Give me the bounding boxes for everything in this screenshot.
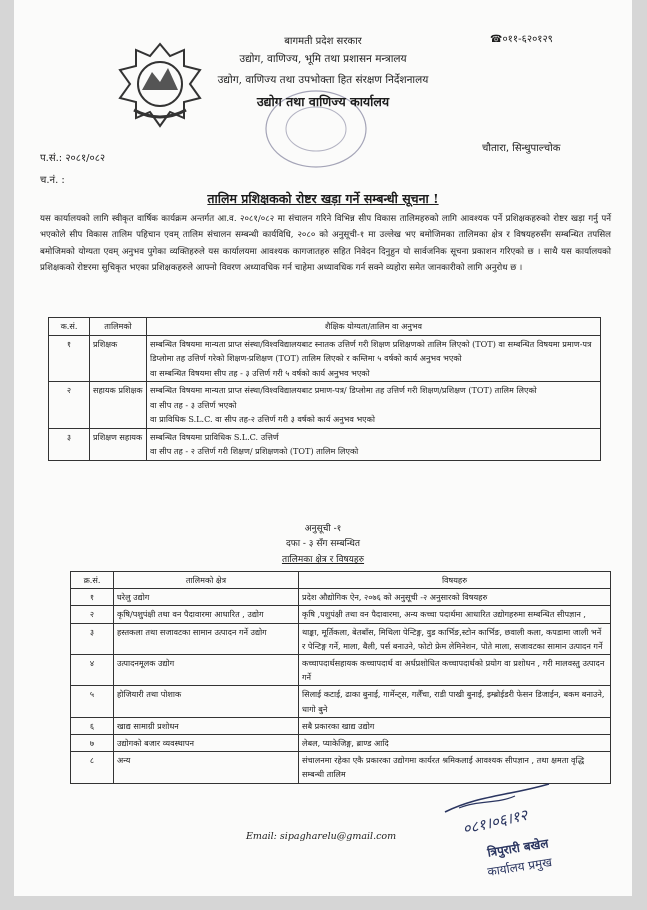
row-number: २ — [49, 382, 90, 429]
row-topics: लेबल, प्याकेजिङ्ग, ब्राण्ड आदि — [299, 735, 611, 752]
qualification-table — [48, 317, 601, 461]
table-row — [71, 623, 611, 654]
row-area: हस्तकला तथा सजावटका सामान उत्पादन गर्ने उद्योग — [114, 623, 299, 654]
row-topics: थाङ्का, मूर्तिकला, बेतबाँस, मिथिला पेन्टिङ्ग, वुड कार्भिङ,स्टोन कार्भिङ, छवाली कला, कपडामा जाली भर्ने र पेन्टिङ्ग गर्ने, माला, बैली, पर्स बनाउने, फोटो फ्रेम लेमिनेशन, पोते माला, सजावटका सामान उत्पादन गर्ने — [299, 623, 611, 654]
header-government: बागमती प्रदेश सरकार — [284, 36, 362, 47]
table-header: तालिमको क्षेत्र — [114, 572, 299, 589]
row-role: प्रशिक्षक — [90, 335, 147, 382]
notice-page — [14, 0, 632, 896]
table-row — [71, 735, 611, 752]
row-area: उत्पादनमूलक उद्योग — [114, 655, 299, 686]
row-number: ३ — [49, 428, 90, 460]
training-areas-table — [70, 571, 611, 784]
row-area: कृषि/पशुपंक्षी तथा वन पैदावारमा आधारित , उद्योग — [114, 606, 299, 623]
signatory-name: त्रिपुरारी बखेल — [486, 836, 550, 860]
qualification-line: सम्बन्धित विषयमा मान्यता प्राप्त संस्था/विश्वविद्यालयबाट स्नातक उत्तिर्ण गरी शिक्षण प्रशिक्षणको तालिम लिएको (TOT) वा सम्बन्धित विषयमा प्रमाण-पत्र — [150, 338, 592, 349]
table-header-row — [71, 572, 611, 589]
table-header: विषयहरु — [299, 572, 611, 589]
header-ministry: उद्योग, वाणिज्य, भूमि तथा प्रशासन मन्त्रालय — [239, 53, 407, 65]
row-number: १ — [49, 335, 90, 382]
table-row — [49, 428, 601, 460]
signatory-title: कार्यालय प्रमुख — [486, 854, 553, 880]
row-area: खाद्य सामाग्री प्रशोधन — [114, 717, 299, 734]
table-row — [49, 335, 601, 382]
row-number: ७ — [71, 735, 114, 752]
row-qualifications — [147, 382, 601, 429]
signature-date: ०८१।०६।१२ — [460, 805, 530, 839]
row-number: ४ — [71, 655, 114, 686]
qualification-line: वा सम्बन्धित विषयमा सीप तह - ३ उत्तिर्ण गरी ५ वर्षको कार्य अनुभव भएको — [150, 367, 370, 378]
row-role: प्रशिक्षण सहायक — [90, 428, 147, 460]
row-number: ५ — [71, 686, 114, 717]
annex-caption: तालिमका क्षेत्र र विषयहरु — [281, 555, 365, 565]
row-number: २ — [71, 606, 114, 623]
row-qualifications — [147, 335, 601, 382]
row-topics: सिलाई कटाई, ढाका बुनाई, गार्मेन्ट्स, गलैँचा, राडी पाखी बुनाई, इम्ब्रोईडरी फेसन डिजाईन, बकम बनाउने, धागो बुने — [299, 686, 611, 717]
table-header: शैक्षिक योग्यता/तालिम वा अनुभव — [147, 318, 601, 336]
row-topics: कृषि ,पशुपंक्षी तथा वन पैदावारमा, अन्य कच्चा पदार्थमा आधारित उद्योगहरुमा सम्बन्धित सीपज्ञान , — [299, 606, 611, 623]
table-header: क.सं. — [49, 318, 90, 336]
qualification-line: सम्बन्धित विषयमा मान्यता प्राप्त संस्था/विश्वविद्यालयबाट प्रमाण-पत्र/ डिप्लोमा तह उत्तिर्ण गरी शिक्षण/प्रशिक्षण (TOT) तालिम लिएको — [150, 385, 537, 395]
notice-subject: तालिम प्रशिक्षकको रोष्टर खड़ा गर्ने सम्बन्धी सूचना ! — [207, 191, 439, 206]
header-directorate: उद्योग, वाणिज्य तथा उपभोक्ता हित संरक्षण निर्देशनालय — [217, 74, 429, 86]
table-row — [71, 686, 611, 717]
qualification-line: वा प्राविधिक S.L.C. वा सीप तह-२ उत्तिर्ण गरी ३ वर्षको कार्य अनुभव भएको — [150, 414, 375, 424]
table-row — [49, 382, 601, 429]
row-area: होजियारी तथा पोशाक — [114, 686, 299, 717]
header-office: उद्योग तथा वाणिज्य कार्यालय — [256, 94, 390, 109]
contact-email: Email: sipagharelu@gmail.com — [246, 831, 397, 842]
row-topics: संचालनमा रहेका एकै प्रकारका उद्योगमा कार्यरत श्रमिकलाई आवश्यक सीपज्ञान , तथा क्षमता वृद्धि सम्बन्धी तालिम — [299, 752, 611, 783]
row-role: सहायक प्रशिक्षक — [90, 382, 147, 429]
row-qualifications — [147, 428, 601, 460]
table-row — [71, 589, 611, 606]
office-location: चौतारा, सिन्धुपाल्चोक — [482, 143, 561, 154]
notice-body: यस कार्यालयको लागि स्वीकृत वार्षिक कार्यक्रम अन्तर्गत आ.व. २०८१/०८२ मा संचालन गरिने विभिन्न सीप विकास तालिमहरुको लागि आवश्यक पर्ने प्रशिक्षकहरुको रोष्टर खड़ा गर्नु पर्ने भएकोले सीप विकास तालिम पहिचान एवम् तालिम संचालन सम्बन्धी कार्यविधि, २०८० को अनुसूची-१ मा उल्लेख भए बमोजिमका तालिमका क्षेत्र र विषयहरुसँग सम्बन्धित तपसिल बमोजिमको योग्यता एवम् अनुभव पुगेका व्यक्तिहरुले यस कार्यालयमा आवश्यक कागजातहरु सहित निवेदन दिनुहुन यो सार्वजनिक सूचना प्रकाशन गरिएको छ । साथै यस कार्यालयको प्रशिक्षकको रोष्टरमा सुचिकृत भएका प्रशिक्षकहरुले आफ्नो विवरण अध्यावधिक गर्न चाहेमा अध्यावधिक गर्न सक्ने व्यहोरा समेत जानकारीको लागि अनुरोध छ । — [40, 214, 611, 274]
table-row — [71, 606, 611, 623]
row-topics: सबै प्रकारका खाद्य उद्योग — [299, 717, 611, 734]
row-area: अन्य — [114, 752, 299, 783]
qualification-line: डिप्लोमा तह उत्तिर्ण गरेको शिक्षण-प्रशिक्षण (TOT) तालिम लिएको र कम्तिमा ५ वर्षको कार्य अनुभव भएको — [150, 353, 462, 363]
table-row — [71, 655, 611, 686]
row-topics: कच्चापदार्थसहायक कच्चापदार्थ वा अर्धप्रशोधित कच्चापदार्थको प्रयोग वा प्रशोधन , गरी मालवस्तु उत्पादन गर्ने — [299, 655, 611, 686]
annex-clause: दफा - ३ सँग सम्बन्धित — [285, 539, 360, 549]
table-header-row — [49, 318, 601, 336]
row-number: ८ — [71, 752, 114, 783]
row-area: घरेलु उद्योग — [114, 589, 299, 606]
qualification-line: वा सीप तह - ३ उत्तिर्ण भएको — [150, 399, 237, 410]
qualification-line: सम्बन्धित विषयमा प्राविधिक S.L.C. उत्तिर्ण — [150, 431, 279, 442]
table-row — [71, 717, 611, 734]
qualification-line: वा सीप तह - २ उत्तिर्ण गरी शिक्षण/ प्रशिक्षणको (TOT) तालिम लिएको — [150, 446, 359, 456]
dispatch-number: च.नं. : — [40, 175, 65, 186]
annex-title: अनुसूची -१ — [304, 524, 342, 534]
row-number: ६ — [71, 717, 114, 734]
row-topics: प्रदेश औद्योगिक ऐन, २०७६ को अनुसूची -२ अनुसारको विषयहरु — [299, 589, 611, 606]
row-area: उद्योगको बजार व्यवस्थापन — [114, 735, 299, 752]
table-header: तालिमको — [90, 318, 147, 336]
row-number: १ — [71, 589, 114, 606]
office-phone: ☎०११-६२०१२९ — [490, 34, 553, 45]
table-header: क्र.सं. — [71, 572, 114, 589]
row-number: ३ — [71, 623, 114, 654]
fiscal-ref-number: प.सं.: २०८१/०८२ — [40, 153, 106, 164]
